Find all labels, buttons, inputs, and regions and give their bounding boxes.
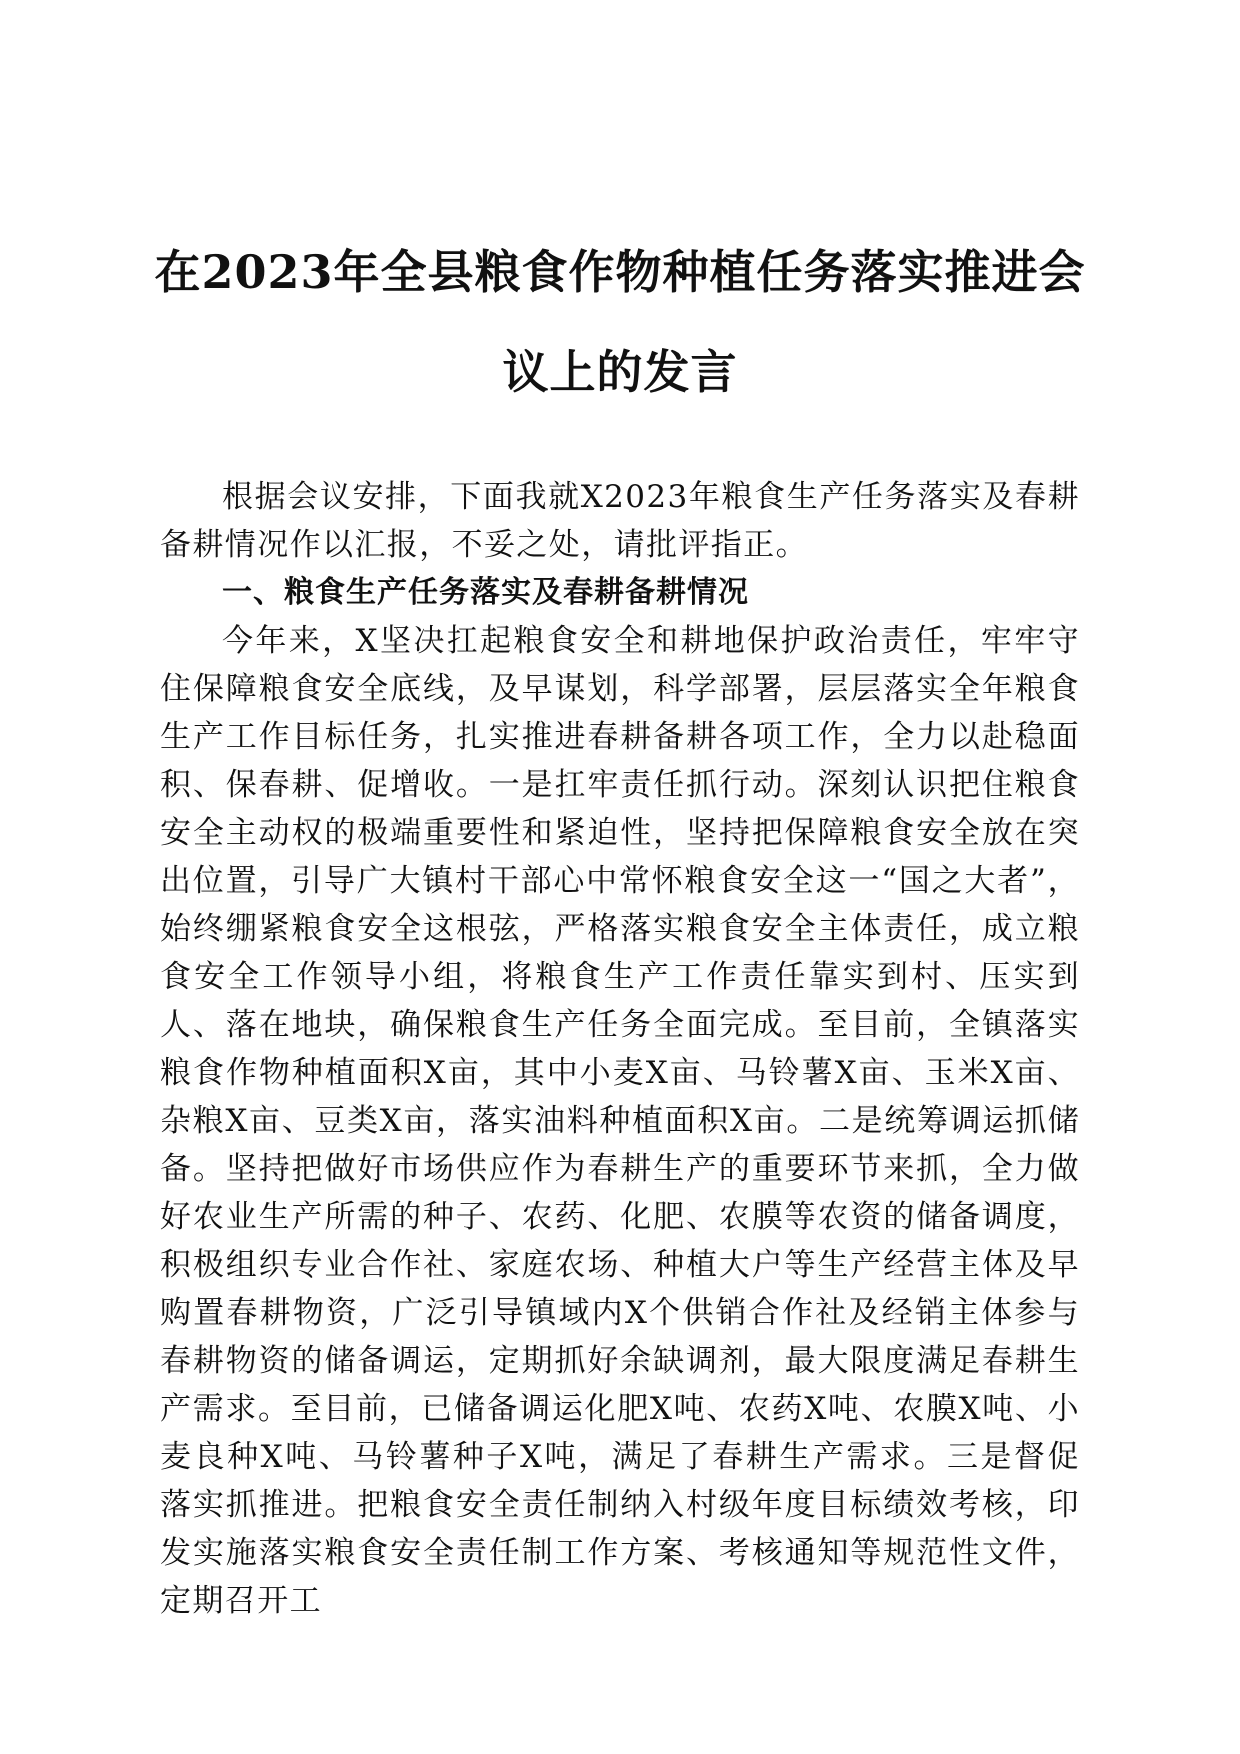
section-body-paragraph: 今年来，X坚决扛起粮食安全和耕地保护政治责任，牢牢守住保障粮食安全底线，及早谋划，科学部署，层层落实全年粮食生产工作目标任务，扎实推进春耕备耕各项工作，全力以赴稳面积、保春耕、促增收。一是扛牢责任抓行动。深刻认识把住粮食安全主动权的极端重要性和紧迫性，坚持把保障粮食安全放在突出位置，引导广大镇村干部心中常怀粮食安全这一“国之大者”，始终绷紧粮食安全这根弦，严格落实粮食安全主体责任，成立粮食安全工作领导小组，将粮食生产工作责任靠实到村、压实到人、落在地块，确保粮食生产任务全面完成。至目前，全镇落实粮食作物种植面积X亩，其中小麦X亩、马铃薯X亩、玉米X亩、杂粮X亩、豆类X亩，落实油料种植面积X亩。二是统筹调运抓储备。坚持把做好市场供应作为春耕生产的重要环节来抓，全力做好农业生产所需的种子、农药、化肥、农膜等农资的储备调度，积极组织专业合作社、家庭农场、种植大户等生产经营主体及早购置春耕物资，广泛引导镇域内X个供销合作社及经销主体参与春耕物资的储备调运，定期抓好余缺调剂，最大限度满足春耕生产需求。至目前，已储备调运化肥X吨、农药X吨、农膜X吨、小麦良种X吨、马铃薯种子X吨，满足了春耕生产需求。三是督促落实抓推进。把粮食安全责任制纳入村级年度目标绩效考核，印发实施落实粮食安全责任制工作方案、考核通知等规范性文件，定期召开工 (160, 623, 1080, 1619)
title-line-2: 议上的发言 (502, 345, 738, 399)
section-heading: 一、粮食生产任务落实及春耕备耕情况 (222, 575, 749, 610)
title-line-1: 在2023年全县粮食作物种植任务落实推进会 (154, 245, 1086, 299)
intro-paragraph: 根据会议安排，下面我就X2023年粮食生产任务落实及春耕备耕情况作以汇报，不妥之处，请批评指正。 (160, 479, 1080, 563)
document-title (150, 222, 1090, 422)
document-body (160, 473, 1080, 1625)
